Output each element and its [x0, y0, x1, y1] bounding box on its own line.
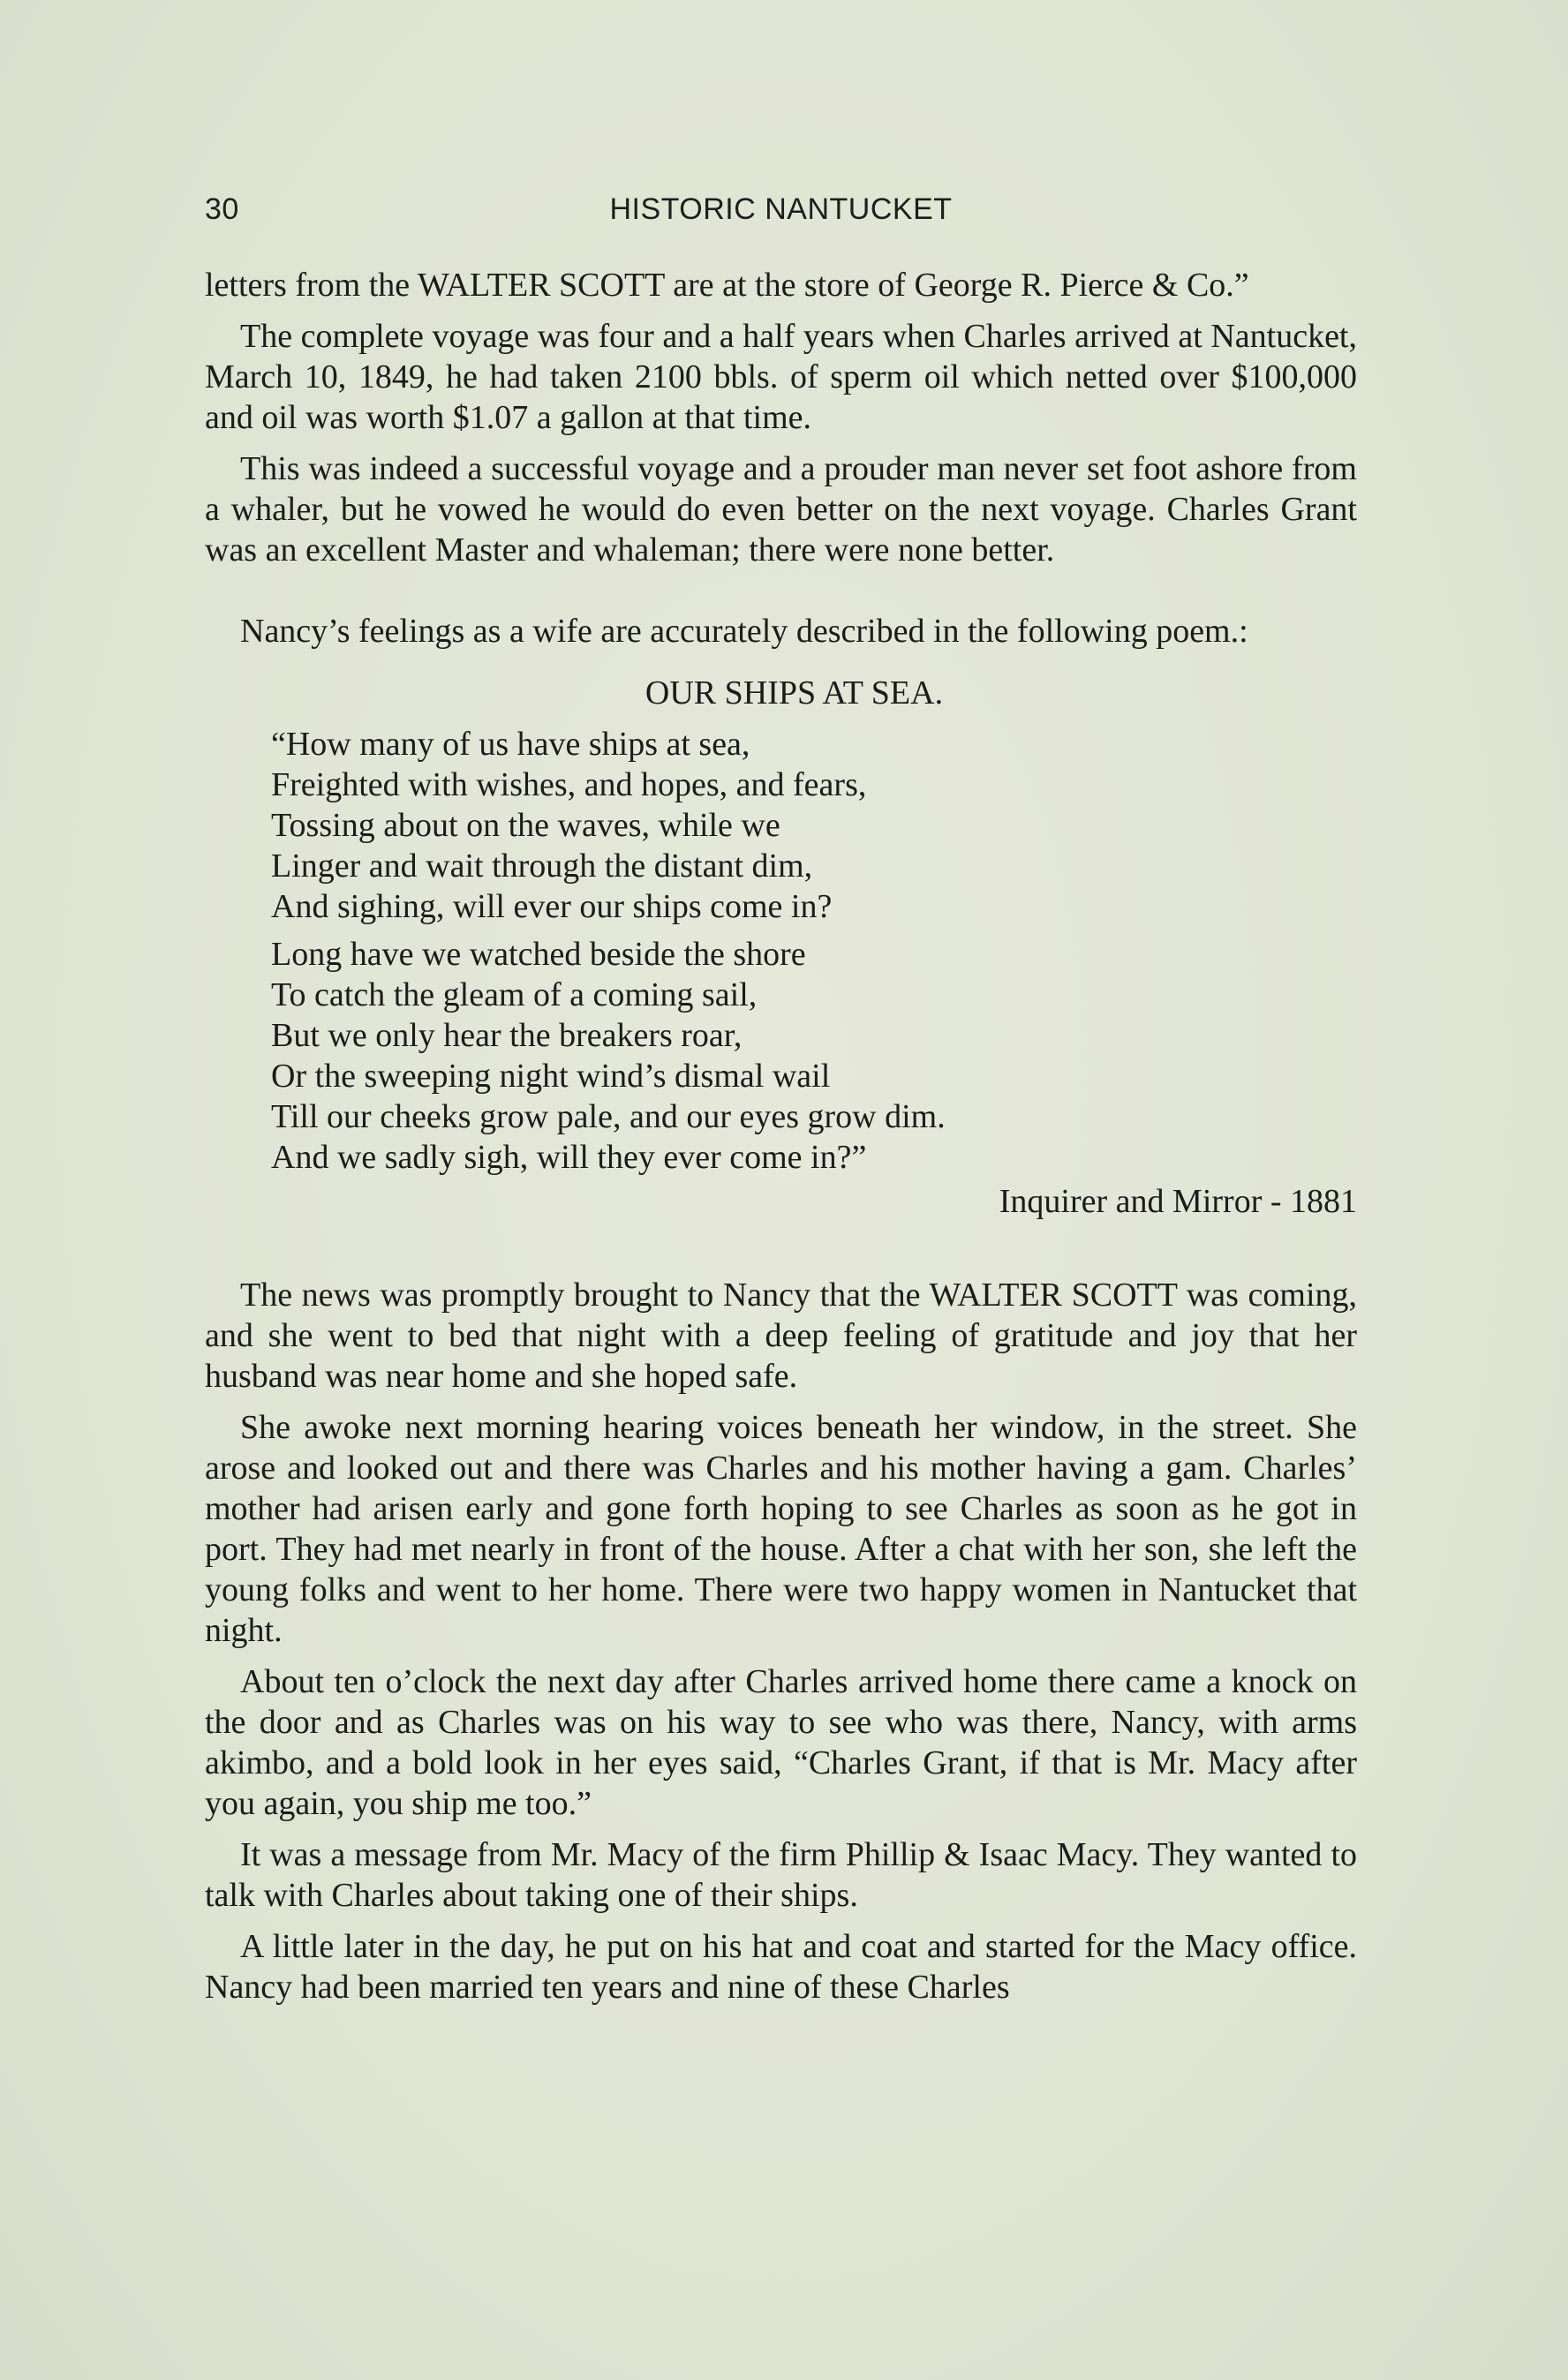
- paragraph-macy-office: A little later in the day, he put on his hat and coat and started for the Macy office. Nancy had been married ten years and nine of these Charles: [205, 1928, 1357, 2006]
- paragraph-morning: She awoke next morning hearing voices beneath her window, in the street. She arose and looked out and there was Charles and his mother having a gam. Charles’ mother had arisen early and gone forth hoping to see Charles as soon as he got in port. They had met nearly in front of the house. After a chat with her son, she left the young folks and went to her home. There were two happy women in Nantucket that night.: [205, 1409, 1357, 1649]
- poem-line: Till our cheeks grow pale, and our eyes grow dim.: [271, 1098, 946, 1135]
- paragraph-news: The news was promptly brought to Nancy that the WALTER SCOTT was coming, and she went to bed that night with a deep feeling of gratitude and joy that her husband was near home and she hoped safe.: [205, 1277, 1357, 1395]
- poem-line: Or the sweeping night wind’s dismal wail: [271, 1058, 831, 1095]
- page-content: [205, 265, 1357, 2007]
- poem-stanza-2: [205, 934, 1357, 1178]
- page-header: [205, 192, 1357, 237]
- paragraph-voyage: The complete voyage was four and a half years when Charles arrived at Nantucket, March 10, 1849, he had taken 2100 bbls. of sperm oil which netted over $100,000 and oil was worth $1.07 a gallon at that time.: [205, 318, 1357, 436]
- poem-line: “How many of us have ships at sea,: [271, 726, 750, 763]
- poem-line: Tossing about on the waves, while we: [271, 807, 780, 844]
- poem-title: OUR SHIPS AT SEA.: [645, 674, 944, 712]
- poem-attribution: Inquirer and Mirror - 1881: [999, 1183, 1357, 1220]
- paragraph-continued: letters from the WALTER SCOTT are at the store of George R. Pierce & Co.”: [205, 267, 1249, 304]
- poem-line: And sighing, will ever our ships come in?: [271, 888, 833, 925]
- paragraph-poem-intro: Nancy’s feelings as a wife are accurately described in the following poem.:: [240, 613, 1248, 650]
- poem-line: And we sadly sigh, will they ever come in?”: [271, 1139, 867, 1176]
- poem-line: To catch the gleam of a coming sail,: [271, 976, 758, 1013]
- paragraph-message: It was a message from Mr. Macy of the firm Phillip & Isaac Macy. They wanted to talk with Charles about taking one of their ships.: [205, 1836, 1357, 1914]
- paragraph-successful-voyage: This was indeed a successful voyage and a prouder man never set foot ashore from a whaler, but he vowed he would do even better on the next voyage. Charles Grant was an excellent Master and whaleman; there were none better.: [205, 450, 1357, 569]
- paragraph-knock: About ten o’clock the next day after Charles arrived home there came a knock on the door and as Charles was on his way to see who was there, Nancy, with arms akimbo, and a bold look in her eyes said, “Charles Grant, if that is Mr. Macy after you again, you ship me too.”: [205, 1663, 1357, 1822]
- poem-line: Freighted with wishes, and hopes, and fears,: [271, 766, 867, 803]
- running-title: HISTORIC NANTUCKET: [609, 192, 953, 226]
- poem-stanza-1: [205, 724, 1357, 927]
- page-number: 30: [205, 192, 239, 226]
- poem-line: Long have we watched beside the shore: [271, 936, 806, 973]
- poem-line: But we only hear the breakers roar,: [271, 1017, 743, 1054]
- poem-line: Linger and wait through the distant dim,: [271, 847, 813, 885]
